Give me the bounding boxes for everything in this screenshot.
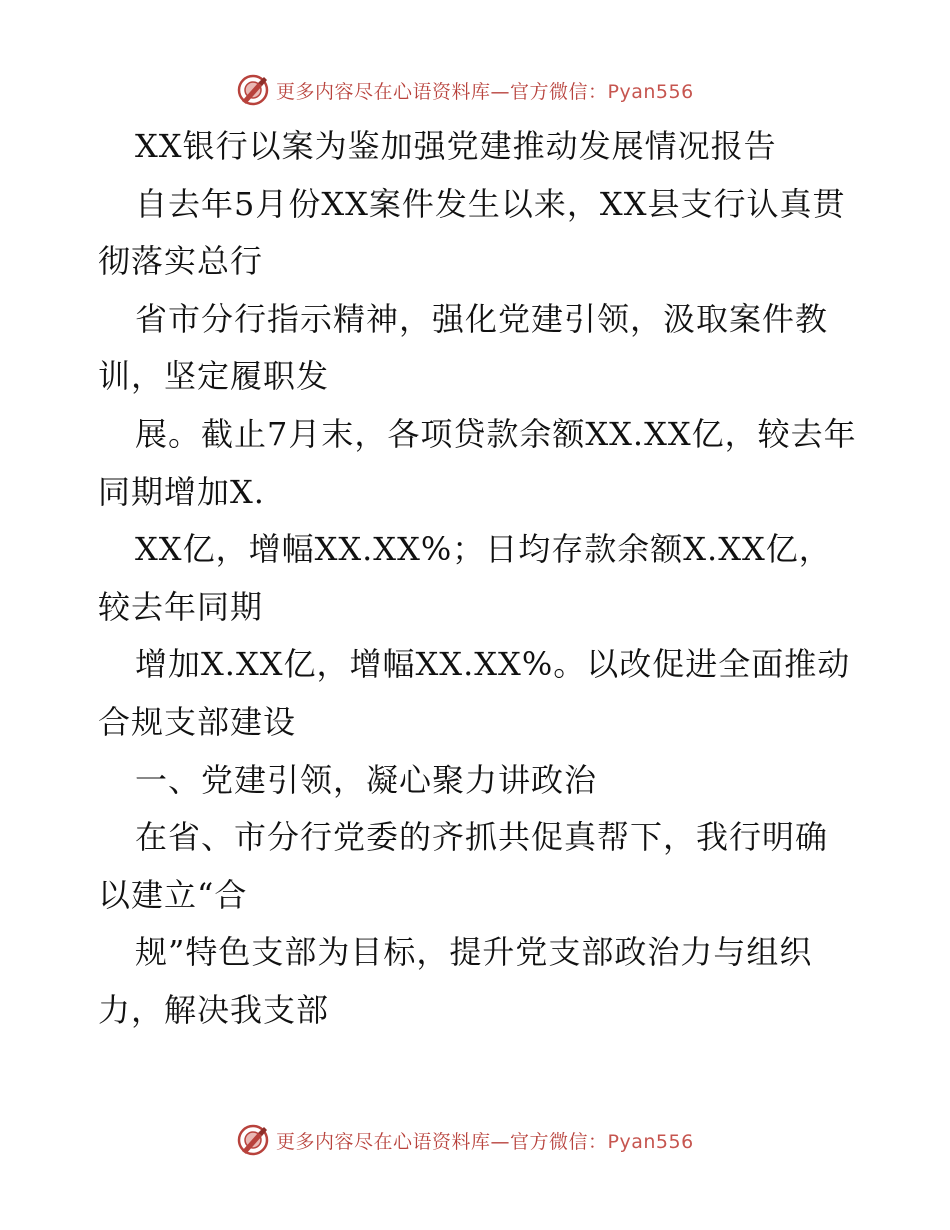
paragraph: 展。截止7月末，各项贷款余额XX.XX亿，较去年同期增加X. xyxy=(98,414,857,511)
watermark-wechat-label: 官方微信： xyxy=(510,80,608,103)
watermark-separator: — xyxy=(490,1130,511,1153)
header-watermark xyxy=(236,72,716,108)
paragraph: 规”特色支部为目标，提升党支部政治力与组织力，解决我支部 xyxy=(98,933,813,1029)
pen-logo-icon xyxy=(236,73,270,107)
watermark-wechat-id: Pyan556 xyxy=(607,1130,694,1153)
watermark-separator: — xyxy=(490,80,511,103)
watermark-wechat-id: Pyan556 xyxy=(607,80,694,103)
footer-watermark xyxy=(236,1122,716,1158)
paragraph: XX亿，增幅XX.XX%；日均存款余额X.XX亿，较去年同期 xyxy=(98,530,832,626)
watermark-wechat-label: 官方微信： xyxy=(510,1130,608,1153)
document-title: XX银行以案为鉴加强党建推动发展情况报告 xyxy=(135,127,777,165)
paragraph: 自去年5月份XX案件发生以来，XX县支行认真贯彻落实总行 xyxy=(98,184,846,281)
paragraph: 省市分行指示精神，强化党建引领，汲取案件教训，坚定履职发 xyxy=(98,299,829,396)
document-body xyxy=(98,118,858,1040)
pen-logo-icon xyxy=(236,1123,270,1157)
watermark-site-text: 更多内容尽在心语资料库 xyxy=(276,80,491,103)
paragraph: 增加X.XX亿，增幅XX.XX%。以改促进全面推动合规支部建设 xyxy=(98,645,851,741)
section-heading: 一、党建引领，凝心聚力讲政治 xyxy=(135,760,598,799)
paragraph: 在省、市分行党委的齐抓共促真帮下，我行明确以建立“合 xyxy=(98,818,829,914)
watermark-site-text: 更多内容尽在心语资料库 xyxy=(276,1130,491,1153)
